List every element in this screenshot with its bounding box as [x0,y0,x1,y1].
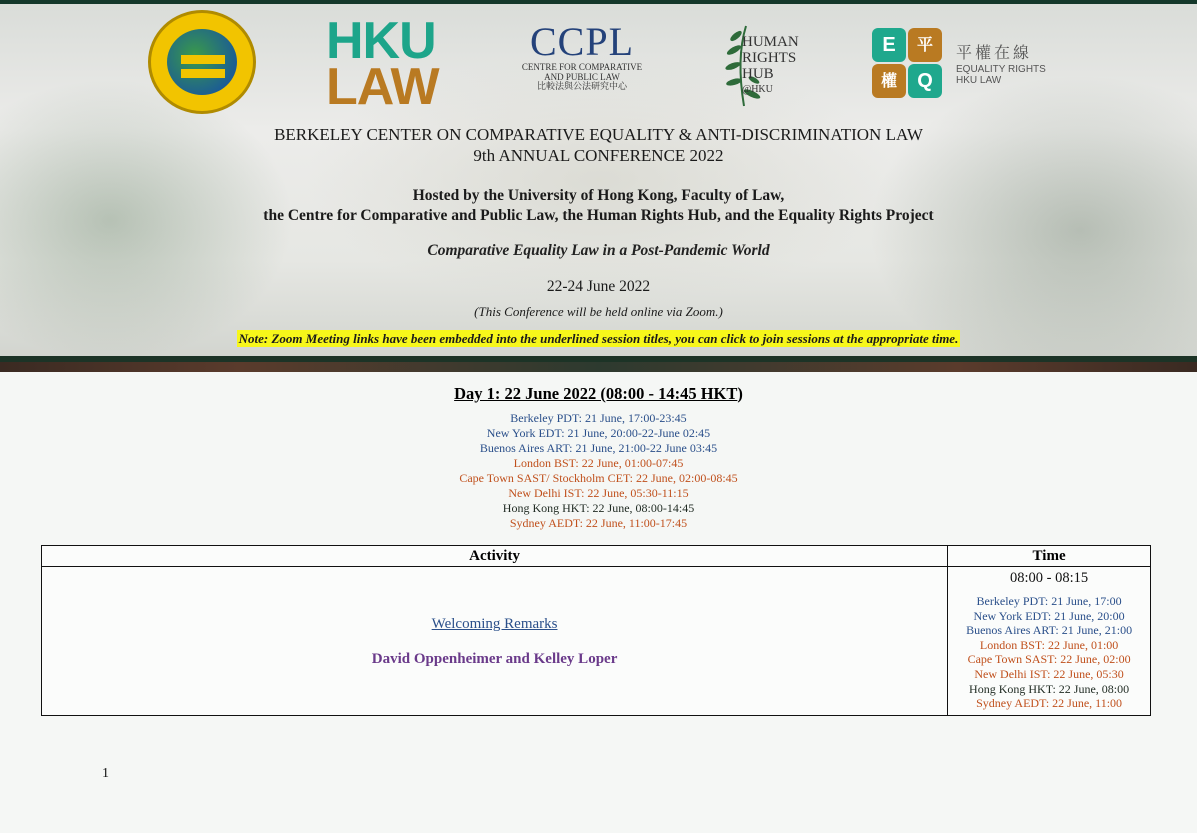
erp-cell-3: 權 [872,64,906,98]
session-timezone-item: Hong Kong HKT: 22 June, 08:00 [969,681,1130,696]
column-header-activity: Activity [42,546,948,567]
erp-cell-1: E [872,28,906,62]
banner-bottom-strip-line [0,356,1197,362]
hku-law-logo-line2: LAW [326,58,439,116]
erp-cell-4: Q [908,64,942,98]
ccpl-logo [520,19,644,106]
conference-banner [0,0,1197,372]
conference-edition: 9th ANNUAL CONFERENCE 2022 [473,146,724,165]
center-name: BERKELEY CENTER ON COMPARATIVE EQUALITY & ANTI-DISCRIMINATION LAW [274,125,923,144]
host-line-1: Hosted by the University of Hong Kong, Faculty of Law, [412,187,785,204]
equal-sign-bar-bottom [181,69,225,78]
day1-title-text: Day 1: 22 June 2022 (08:00 - 14:45 HKT [454,384,738,403]
online-note: (This Conference will be held online via Zoom.) [474,304,723,319]
ccpl-logo-subtitle-zh: 比較法與公法研究中心 [536,82,627,92]
human-rights-hub-logo [716,18,812,112]
session-timezone-item: Cape Town SAST: 22 June, 02:00 [967,652,1131,667]
berkeley-equality-seal-logo [148,10,256,114]
session-timezone-item: Buenos Aires ART: 21 June, 21:00 [966,623,1133,638]
schedule-table [41,545,1151,716]
conference-heading [0,124,1197,166]
hku-law-logo [326,12,444,116]
schedule-table-header-row [42,546,1151,567]
day1-title [0,384,1197,404]
erp-name-en2: HKU LAW [956,75,1002,86]
session-timezone-item: London BST: 22 June, 01:00 [979,637,1119,652]
zoom-note-highlight: Note: Zoom Meeting links have been embedded into the underlined session titles, you can click to join sessions at the appropriate time. [238,331,959,346]
ccpl-logo-subtitle1: CENTRE FOR COMPARATIVE [521,62,643,72]
day1-timezone-item: Berkeley PDT: 21 June, 17:00-23:45 [510,411,687,425]
session-zoom-link[interactable]: Welcoming Remarks [431,615,558,632]
day1-timezone-list [0,411,1197,531]
ccpl-logo-title: CCPL [529,19,635,64]
day1-title-tail: ) [737,384,743,403]
day1-timezone-item: Buenos Aires ART: 21 June, 21:00-22 June 03:45 [479,441,718,455]
day1-timezone-item: New Delhi IST: 22 June, 05:30-11:15 [508,486,689,500]
ccpl-logo-subtitle2: AND PUBLIC LAW [544,72,620,82]
column-header-time: Time [948,546,1151,567]
human-rights-hub-logo-text [742,34,799,98]
host-statement [0,186,1197,226]
conference-dates: 22-24 June 2022 [546,278,651,295]
time-cell [948,567,1151,716]
session-timezone-item: Sydney AEDT: 22 June, 11:00 [976,696,1123,711]
session-timezone-item: New Delhi IST: 22 June, 05:30 [974,666,1124,681]
hrh-line4: @HKU [742,84,773,95]
erp-name-en1: EQUALITY RIGHTS [956,64,1046,75]
erp-name-en [956,64,1046,86]
day1-timezone-item: London BST: 22 June, 01:00-07:45 [513,456,684,470]
hrh-line3: HUB [742,66,774,82]
day1-timezone-item: Cape Town SAST/ Stockholm CET: 22 June, 02:00-08:45 [459,471,738,485]
activity-cell [42,567,948,716]
banner-top-line [0,0,1197,4]
day1-timezone-item: Hong Kong HKT: 22 June, 08:00-14:45 [502,501,695,515]
page-number: 1 [102,766,109,781]
session-timezone-item: Berkeley PDT: 21 June, 17:00 [976,594,1122,608]
conference-theme: Comparative Equality Law in a Post-Pandemic World [427,242,770,259]
session-time-hkt: 08:00 - 08:15 [1010,570,1089,586]
hrh-line2: RIGHTS [742,50,797,66]
zoom-note [0,331,1197,347]
day1-timezone-item: New York EDT: 21 June, 20:00-22-June 02:45 [486,426,711,440]
erp-name-zh: 平權在線 [956,43,1033,62]
session-speakers: David Oppenheimer and Kelley Loper [371,650,618,667]
table-row [42,567,1151,716]
hrh-line1: HUMAN [742,34,799,50]
hku-law-logo-line1: HKU [326,12,436,70]
equal-sign-bar-top [181,55,225,64]
banner-bottom-strip [0,356,1197,372]
host-line-2: the Centre for Comparative and Public Law, the Human Rights Hub, and the Equality Rights Project [263,207,934,224]
equality-rights-logo [870,26,1050,106]
day1-timezone-item: Sydney AEDT: 22 June, 11:00-17:45 [509,516,688,530]
session-timezone-item: New York EDT: 21 June, 20:00 [973,608,1125,623]
erp-cell-2: 平 [908,28,942,62]
